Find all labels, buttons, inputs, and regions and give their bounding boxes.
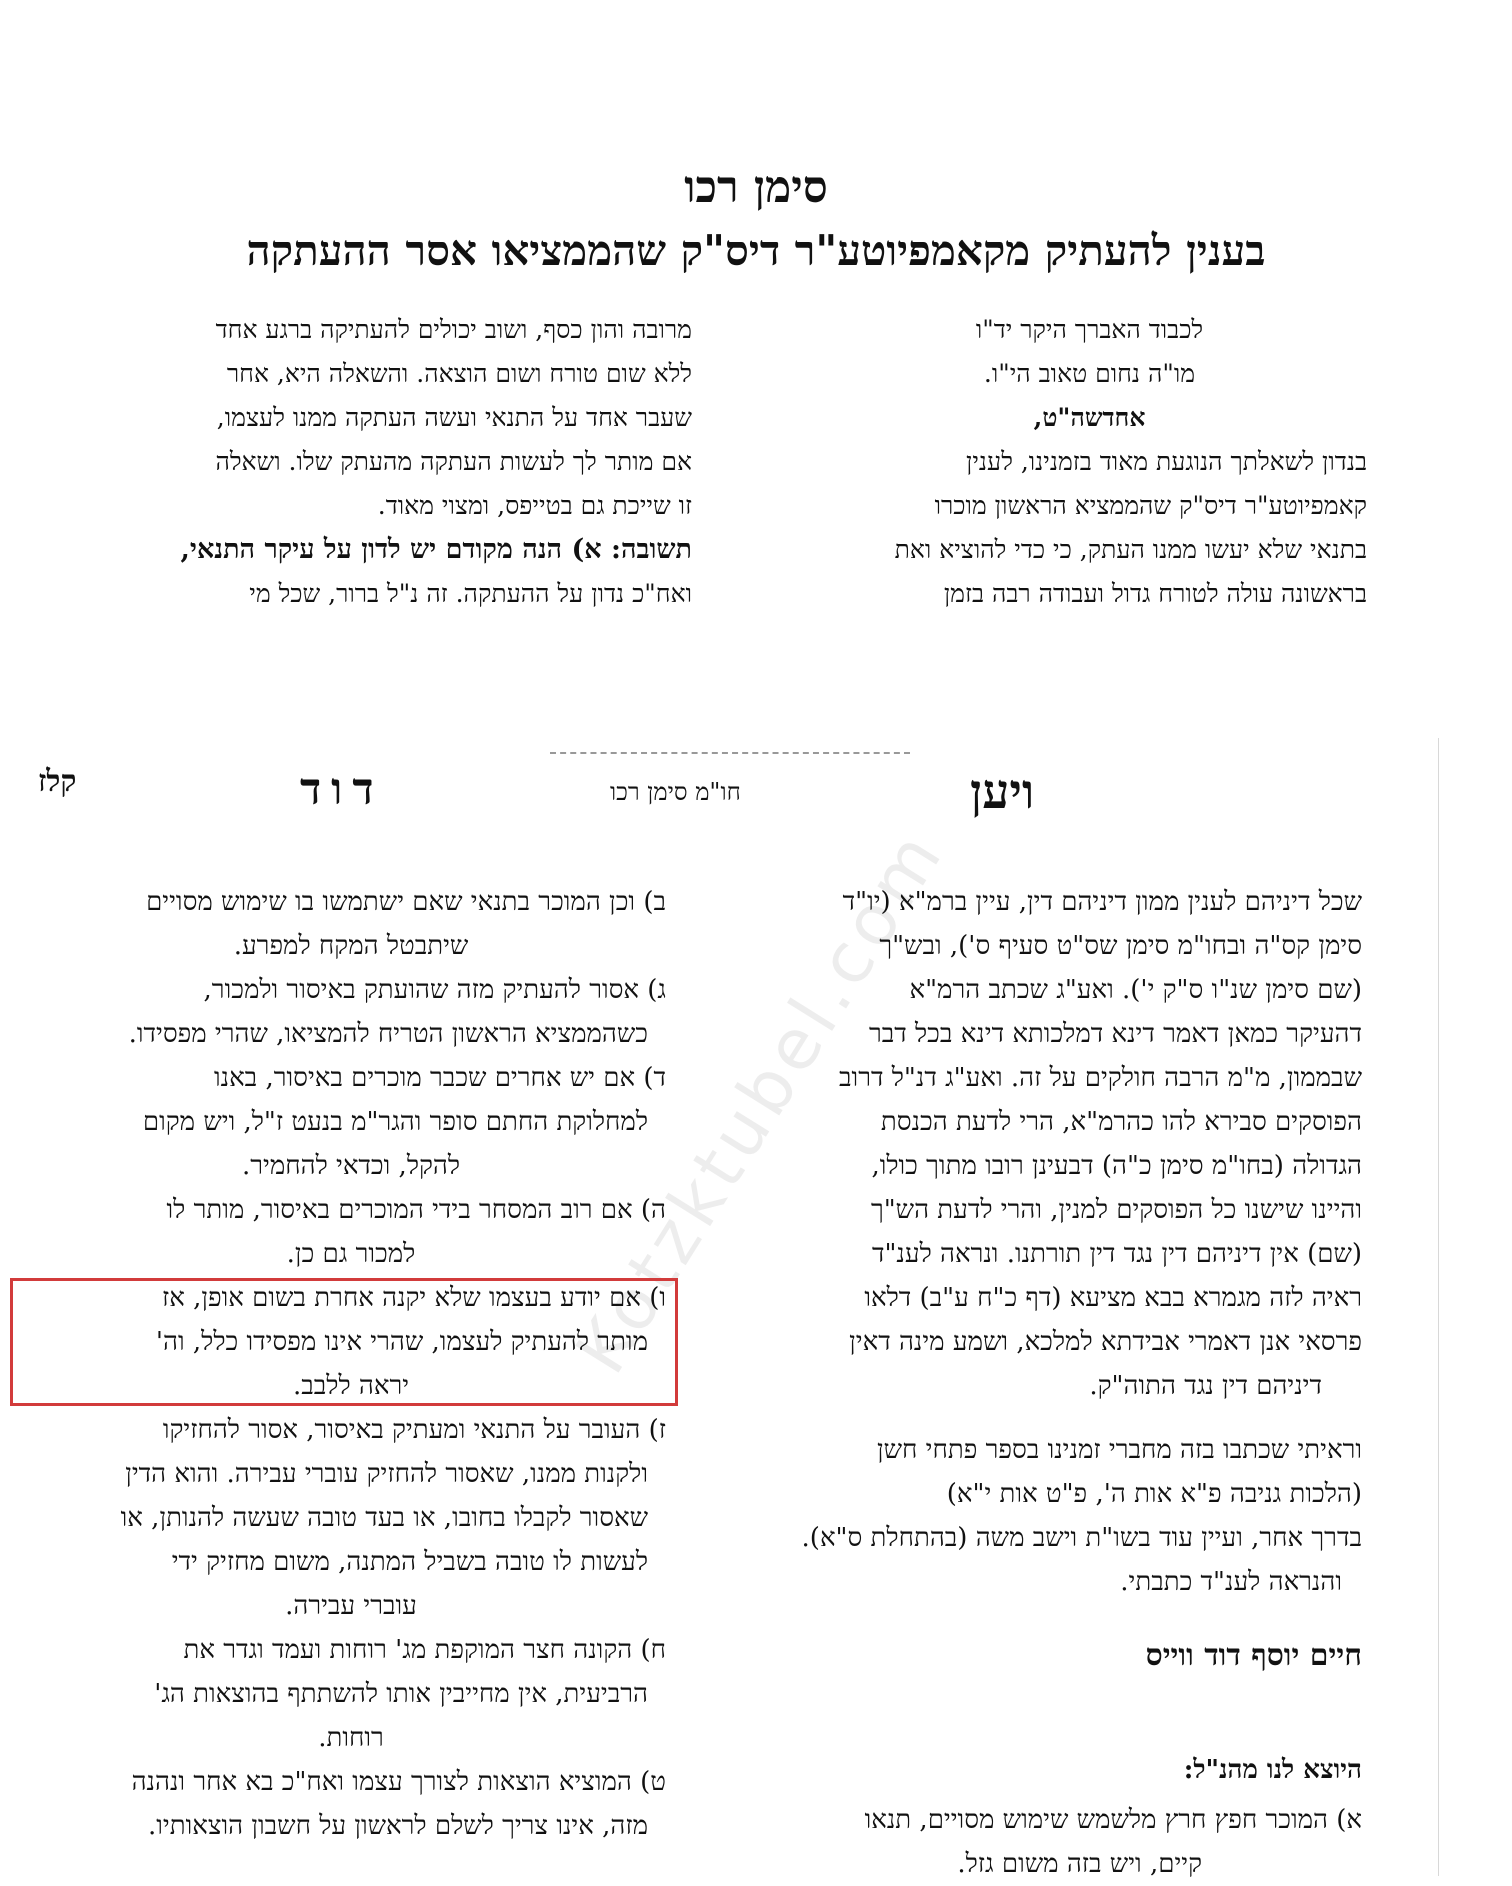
text-line: ללא שום טורח ושום הוצאה. והשאלה היא, אחר (226, 359, 692, 388)
siman-subtitle: בענין להעתיק מקאמפיוטע"ר דיס"ק שהממציאו אסר ההעתקה (246, 226, 1266, 275)
text-line: (הלכות גניבה פ"א אות ה', פ"ט אות י"א) (946, 1479, 1362, 1509)
text-line: שבממון, מ"מ הרבה חולקים על זה. ואע"ג דנ"ל דרוב (839, 1063, 1362, 1093)
text-line: ח) הקונה חצר המוקפת מג' רוחות ועמד וגדר את (183, 1635, 666, 1665)
page-edge-divider (550, 752, 910, 754)
letter-question-column (92, 308, 692, 616)
text-line: ראיה לזה מגמרא בבא מציעא (דף כ"ח ע"ב) דלאו (864, 1283, 1362, 1313)
list-item (36, 1056, 666, 1188)
text-line: קאמפיוטע"ר דיס"ק שהממציא הראשון מוכרו (934, 491, 1367, 520)
list-item (36, 1628, 666, 1760)
text-line: שעבר אחד על התנאי ועשה העתקה ממנו לעצמו, (216, 403, 692, 432)
signature: חיים יוסף דוד ווייס (1145, 1638, 1362, 1673)
watermark: Kotzktubel.com (559, 814, 961, 1388)
list-item (36, 1760, 666, 1848)
text-line: מרובה והון כסף, ושוב יכולים להעתיקה ברגע אחד (215, 315, 692, 344)
text-line: והיינו שישנו כל הפוסקים למנין, והרי לדעת הש"ך (870, 1195, 1362, 1225)
text-line: כשהממציא הראשון הטריח להמציאו, שהרי מפסידו. (128, 1019, 648, 1049)
text-line: בתנאי שלא יעשו ממנו העתק, כי כדי להוציא ואת (894, 535, 1367, 564)
running-head-siman: חו"מ סימן רכו (610, 778, 741, 806)
text-line: הפוסקים סבירא להו כהרמ"א, הרי לדעת הכנסת (880, 1107, 1362, 1137)
text-line: להקל, וכדאי להחמיר. (241, 1151, 461, 1181)
text-line: רוחות. (318, 1723, 384, 1753)
text-line: א) המוכר חפץ חרץ מלשמש שימוש מסויים, תנאו (864, 1805, 1362, 1835)
addressee-name: מו"ה נחום טאוב הי"ו. (983, 359, 1196, 388)
text-line: ג) אסור להעתיק מזה שהועתק באיסור ולמכור, (203, 975, 666, 1005)
list-item (36, 1408, 666, 1628)
text-line: ט) המוציא הוצאות לצורך עצמו ואח"כ בא אחר ונהנה (131, 1767, 666, 1797)
text-line: מזה, אינו צריך לשלם לראשון על חשבון הוצאותיו. (148, 1811, 648, 1841)
running-head-book-right: ויען (970, 764, 1035, 820)
text-line: ד) אם יש אחרים שכבר מוכרים באיסור, באנו (213, 1063, 666, 1093)
text-line: למכור גם כן. (286, 1239, 416, 1269)
text-line: ו) אם יודע בעצמו שלא יקנה אחרת בשום אופן, אז (162, 1283, 666, 1313)
text-line: שיתבטל המקח למפרע. (233, 931, 469, 961)
text-line: הרביעית, אין מחייבין אותו להשתתף בהוצאות הג' (154, 1679, 648, 1709)
text-line: ולקנות ממנו, שאסור להחזיק עוברי עבירה. והוא הדין (125, 1459, 648, 1489)
paragraph (726, 1428, 1362, 1604)
summary-list-column (36, 880, 666, 1848)
text-line: סימן קס"ה ובחו"מ סימן שס"ט סעיף ס'), ובש"ך (879, 931, 1362, 961)
text-line: ה) אם רוב המסחר בידי המוכרים באיסור, מותר לו (166, 1195, 666, 1225)
text-line: לעשות לו טובה בשביל המתנה, משום מחזיק ידי (171, 1547, 648, 1577)
text-line: (שם סימן שנ"ו ס"ק י'). ואע"ג שכתב הרמ"א (909, 975, 1362, 1005)
text-line: והנראה לענ"ד כתבתי. (1120, 1567, 1342, 1597)
page-number: קלז (38, 764, 77, 799)
answer-line: תשובה: א) הנה מקודם יש לדון על עיקר התנאי, (180, 534, 692, 565)
text-line: ז) העובר על התנאי ומעתיק באיסור, אסור להחזיקו (162, 1415, 666, 1445)
text-line: בדרך אחר, ועיין עוד בשו"ת וישב משה (בהתחלת ס"א). (801, 1523, 1362, 1553)
greeting: אחדשה"ט, (1033, 403, 1146, 432)
text-line: שכל דיניהם לענין ממון דיניהם דין, עיין ברמ"א (יו"ד (842, 887, 1362, 917)
addressee-line: לכבוד האברך היקר יד"ו (975, 315, 1204, 344)
text-line: בראשונה עולה לטורח גדול ועבודה רבה בזמן (943, 579, 1367, 608)
text-line: זו שייכת גם בטייפס, ומצוי מאוד. (377, 491, 692, 520)
text-line: דיניהם דין נגד התוה"ק. (1089, 1371, 1322, 1401)
paragraph (726, 880, 1362, 1408)
list-item (36, 1188, 666, 1276)
text-line: ב) וכן המוכר בתנאי שאם ישתמשו בו שימוש מסויים (146, 887, 666, 917)
list-item (36, 880, 666, 968)
text-line: בנדון לשאלתך הנוגעת מאוד בזמנינו, לענין (965, 447, 1367, 476)
text-line: אם מותר לך לעשות העתקה מהעתק שלו. ושאלה (215, 447, 692, 476)
text-line: וראיתי שכתבו בזה מחברי זמנינו בספר פתחי חשן (876, 1435, 1362, 1465)
summary-title: היוצא לנו מהנ"ל: (1183, 1755, 1362, 1785)
text-line: ואח"כ נדון על ההעתקה. זה נ"ל ברור, שכל מי (249, 579, 692, 608)
text-line: (שם) אין דיניהם דין נגד דין תורתנו. ונראה לענ"ד (871, 1239, 1362, 1269)
text-line: יראה ללבב. (292, 1371, 410, 1401)
siman-title: סימן רכו (684, 162, 828, 213)
text-line: פרסאי אנן דאמרי אבידתא למלכא, ושמע מינה דאין (849, 1327, 1362, 1357)
text-line: קיים, ויש בזה משום גזל. (957, 1849, 1202, 1879)
highlighted-list-item (36, 1276, 666, 1408)
text-line: מותר להעתיק לעצמו, שהרי אינו מפסידו כלל, וה' (155, 1327, 648, 1357)
letter-opening-column (812, 308, 1367, 616)
text-line: עוברי עבירה. (285, 1591, 417, 1621)
text-line: למחלוקת החתם סופר והגר"מ בנעט ז"ל, ויש מקום (142, 1107, 648, 1137)
text-line: שאסור לקבלו בחובו, או בעד טובה שעשה להנותן, או (120, 1503, 648, 1533)
text-line: דהעיקר כמאן דאמר דינא דמלכותא דינא בכל דבר (868, 1019, 1362, 1049)
list-item (36, 968, 666, 1056)
right-text-column (726, 880, 1362, 1886)
running-head-book-left: דוד (300, 764, 384, 815)
text-line: הגדולה (בחו"מ סימן כ"ה) דבעינן רובו מתוך כולו, (871, 1151, 1362, 1181)
